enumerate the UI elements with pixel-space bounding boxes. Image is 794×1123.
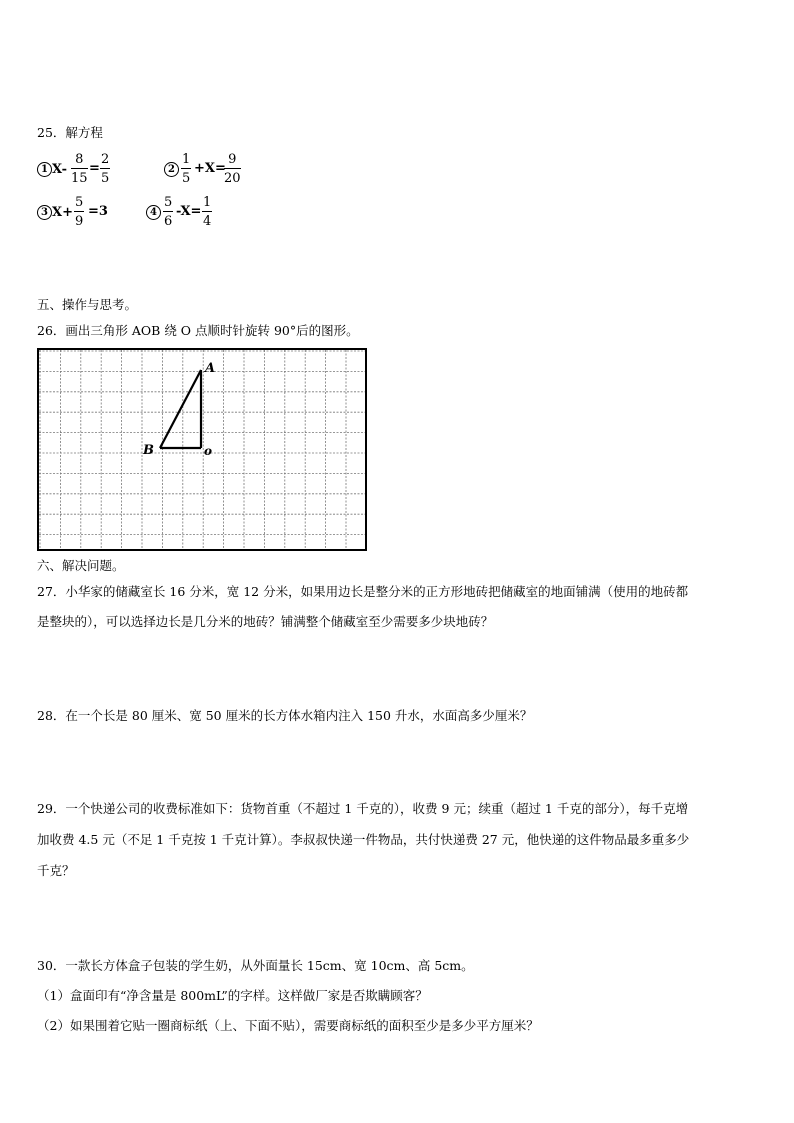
vertex-label-b: B [143,443,154,458]
q29-line-1: 29．一个快递公司的收费标准如下：货物首重（不超过 1 千克的），收费 9 元；续重（超过 1 千克的部分），每千克增 [37,801,689,816]
eq3-suffix: =3 [88,204,108,219]
circled-number-2: 2 [164,162,179,177]
grid-figure [37,348,367,551]
eq4-middle: -X= [176,204,202,219]
q29-line-2: 加收费 4.5 元（不足 1 千克按 1 千克计算）。李叔叔快递一件物品，共付快递费 27 元，他快递的这件物品最多重多少 [37,832,690,847]
q28-text: 28．在一个长是 80 厘米、宽 50 厘米的长方体水箱内注入 150 升水，水面高多少厘米？ [37,708,533,723]
q29-line-3: 千克？ [37,863,75,878]
q27-line-2: 是整块的），可以选择边长是几分米的地砖？铺满整个储藏室至少需要多少块地砖？ [37,614,494,629]
q30-line-1: 30．一款长方体盒子包装的学生奶，从外面量长 15cm、宽 10cm、高 5cm。 [37,958,474,973]
eq2-middle: +X= [194,161,226,176]
triangle-side-ab [160,370,201,448]
q25-title: 25．解方程 [37,125,103,140]
section-5-heading: 五、操作与思考。 [37,297,138,312]
eq1-fraction-1: $\frac{8}{15}$ [71,152,88,186]
eq1-equals: = [89,161,100,176]
eq2-fraction-1: $\frac{1}{5}$ [182,152,191,186]
section-6-heading: 六、解决问题。 [37,558,125,573]
q30-line-3: （2）如果围着它贴一圈商标纸（上、下面不贴），需要商标纸的面积至少是多少平方厘米？ [37,1018,539,1033]
vertex-label-a: A [205,361,216,376]
vertex-label-o: o [204,444,213,458]
eq4-fraction-1: $\frac{5}{6}$ [164,195,173,229]
q27-line-1: 27．小华家的储藏室长 16 分米，宽 12 分米，如果用边长是整分米的正方形地砖把储藏室的地面铺满（使用的地砖都 [37,584,689,599]
eq3-prefix: X+ [52,205,73,220]
eq3-fraction-1: $\frac{5}{9}$ [75,195,84,229]
eq1-fraction-2: $\frac{2}{5}$ [101,152,110,186]
q30-line-2: （1）盒面印有“净含量是 800mL”的字样。这样做厂家是否欺瞒顾客？ [37,988,428,1003]
grid-svg [39,350,365,549]
q26-text: 26．画出三角形 AOB 绕 O 点顺时针旋转 90°后的图形。 [37,323,359,338]
eq1-prefix: X- [52,162,68,177]
circled-number-1: 1 [37,162,52,177]
eq2-fraction-2: $\frac{9}{20}$ [224,152,241,186]
circled-number-4: 4 [146,205,161,220]
eq4-fraction-2: $\frac{1}{4}$ [203,195,212,229]
circled-number-3: 3 [37,205,52,220]
